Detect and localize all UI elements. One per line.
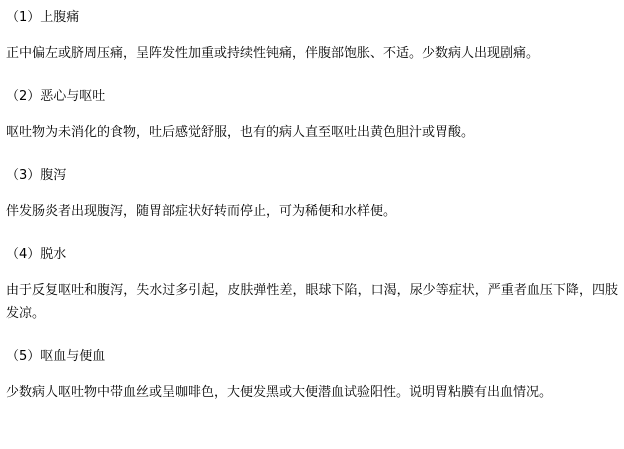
document-section: [6, 245, 618, 325]
document-section: [6, 166, 618, 223]
document-section: [6, 8, 618, 65]
section-heading: （3）腹泻: [6, 168, 67, 183]
section-heading: （2）恶心与呕吐: [6, 89, 106, 104]
section-heading: （5）呕血与便血: [6, 349, 106, 364]
section-body: 正中偏左或脐周压痛，呈阵发性加重或持续性钝痛，伴腹部饱胀、不适。少数病人出现剧痛。: [6, 46, 540, 61]
section-body: 呕吐物为未消化的食物，吐后感觉舒服，也有的病人直至呕吐出黄色胆汁或胃酸。: [6, 125, 475, 140]
section-body: 少数病人呕吐物中带血丝或呈咖啡色，大便发黑或大便潜血试验阳性。说明胃粘膜有出血情况。: [6, 385, 553, 400]
document-section: [6, 347, 618, 404]
section-body: 伴发肠炎者出现腹泻，随胃部症状好转而停止，可为稀便和水样便。: [6, 204, 397, 219]
section-body: 由于反复呕吐和腹泻，失水过多引起，皮肤弹性差，眼球下陷，口渴，尿少等症状，严重者血压下降，四肢发凉。: [6, 283, 618, 321]
section-heading: （4）脱水: [6, 247, 67, 262]
section-heading: （1）上腹痛: [6, 10, 80, 25]
document-section: [6, 87, 618, 144]
